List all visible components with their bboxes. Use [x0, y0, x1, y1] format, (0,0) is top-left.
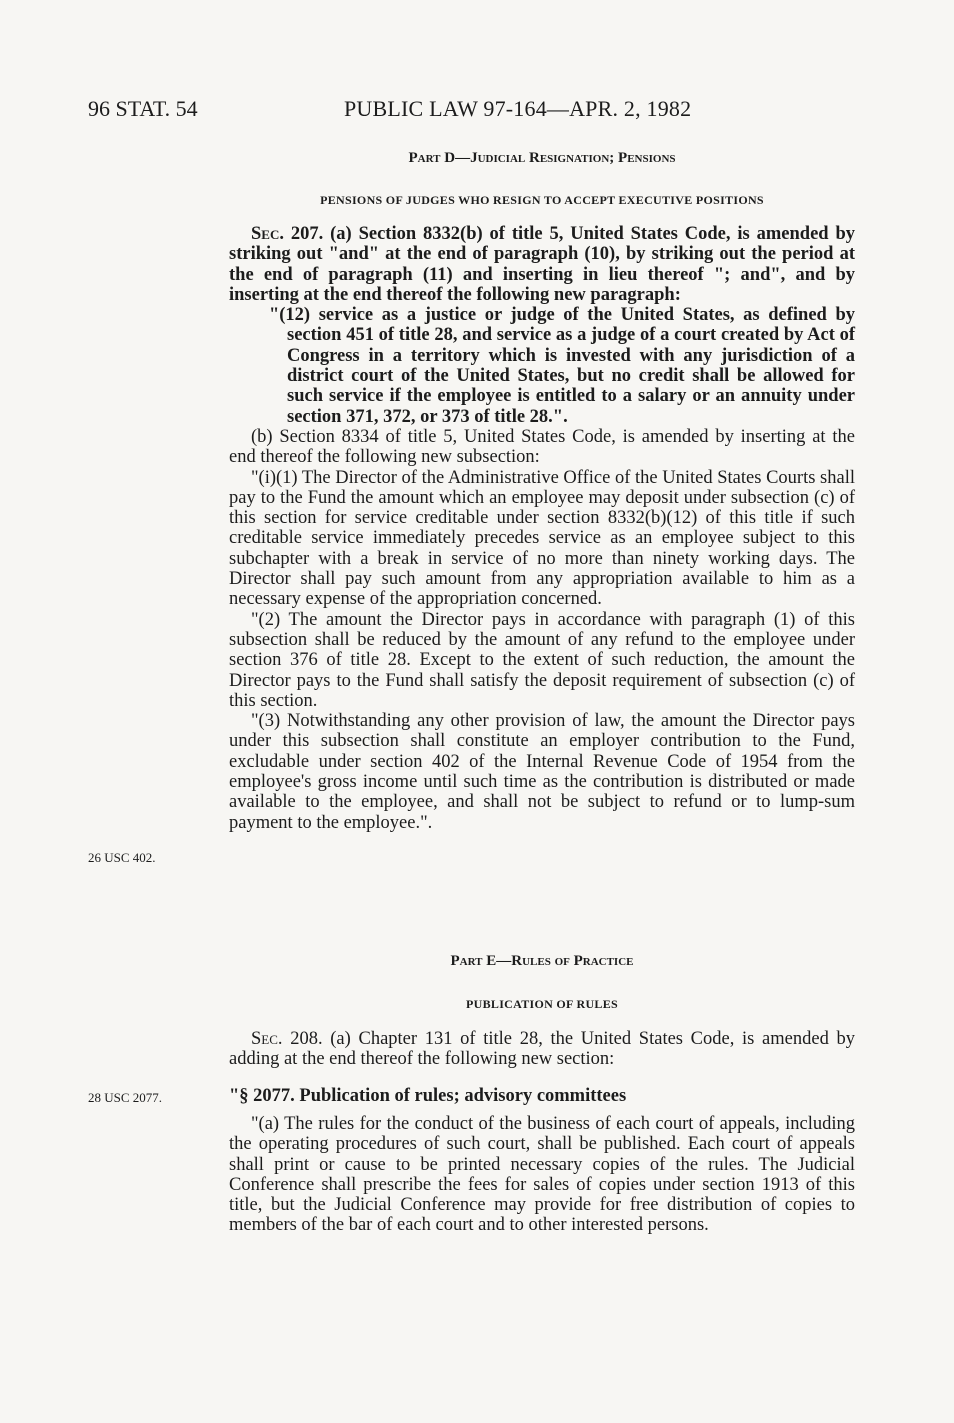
sec-label: Sec. — [251, 1029, 283, 1049]
subsection-i-2: "(2) The amount the Director pays in accordance with paragraph (1) of this subsection shall be reduced by the amount of any refund to the employee under section 376 of title 28. Except to the extent of such reduction, the amount the Director pays to the Fund shall satisfy the deposit requirement of subsection (c) of this section. — [229, 609, 855, 711]
margin-note-26-usc-402: 26 USC 402. — [88, 850, 156, 865]
sec-207-a-text: 207. (a) Section 8332(b) of title 5, United States Code, is amended by striking out "and" at the end of paragraph (10), by striking out the period at the end of paragraph (11) and inserting in lieu thereof "; and", and by inserting at the end thereof the following new paragraph: — [229, 224, 855, 305]
sec-208-a — [229, 1029, 855, 1070]
subsection-i-1: "(i)(1) The Director of the Administrative Office of the United States Courts shall pay to the Fund the amount which an employee may deposit under subsection (c) of this section for service creditable under section 8332(b)(12) of this title if such creditable service immediately precedes service as an employee subject to this subchapter with a break in service of no more than ninety working days. The Director shall pay such amount from any appropriation available to him as a necessary expense of the appropriation concerned. — [229, 467, 855, 610]
sec-207-a — [229, 224, 855, 305]
stat-page-number: 96 STAT. 54 — [88, 96, 198, 121]
part-e-heading: Part E—Rules of Practice — [450, 953, 634, 969]
section-2077-heading-row — [229, 1086, 855, 1106]
subsection-i-3: "(3) Notwithstanding any other provision of law, the amount the Director pays under this subsection shall constitute an employer contribution to the Fund, excludable under section 402 of the Internal Revenue Code of 1954 from the employee's gross income until such time as the contribution is distributed or made available to the employee, and shall not be subject to refund or to lump-sum payment to the employee.". — [229, 711, 855, 833]
part-d-heading: Part D—Judicial Resignation; Pensions — [408, 150, 676, 166]
section-2077-paragraph-a: "(a) The rules for the conduct of the business of each court of appeals, including the operating procedures of such court, shall be published. Each court of appeals shall print or cause to be printed necessary copies of the rules. The Judicial Conference shall prescribe the fees for sales of copies under section 1913 of this title, but the Judicial Conference may provide for free distribution of copies to members of the bar of each court and to other interested persons. — [229, 1114, 855, 1236]
section-2077-heading: "§ 2077. Publication of rules; advisory committees — [229, 1086, 627, 1106]
part-e-body — [229, 1029, 855, 1070]
sec-label: Sec. — [251, 224, 284, 244]
part-d-subheading: PENSIONS OF JUDGES WHO RESIGN TO ACCEPT EXECUTIVE POSITIONS — [320, 193, 764, 207]
part-d-body — [229, 224, 855, 833]
section-2077-body — [229, 1114, 855, 1236]
sec-207-b: (b) Section 8334 of title 5, United States Code, is amended by inserting at the end thereof the following new subsection: — [229, 426, 855, 468]
part-e-subheading: PUBLICATION OF RULES — [465, 997, 619, 1011]
running-title: PUBLIC LAW 97-164—APR. 2, 1982 — [344, 96, 692, 121]
quoted-paragraph-12: "(12) service as a justice or judge of the United States, as defined by section 451 of title 28, and service as a judge of a court created by Act of Congress in a territory which is invested with any jurisdiction of a district court of the United States, but no credit shall be allowed for such service if the employee is entitled to a salary or an annuity under section 371, 372, or 373 of title 28.". — [269, 305, 855, 427]
sec-208-a-text: 208. (a) Chapter 131 of title 28, the United States Code, is amended by adding at the end thereof the following new section: — [229, 1029, 855, 1070]
margin-note-28-usc-2077: 28 USC 2077. — [88, 1090, 163, 1105]
